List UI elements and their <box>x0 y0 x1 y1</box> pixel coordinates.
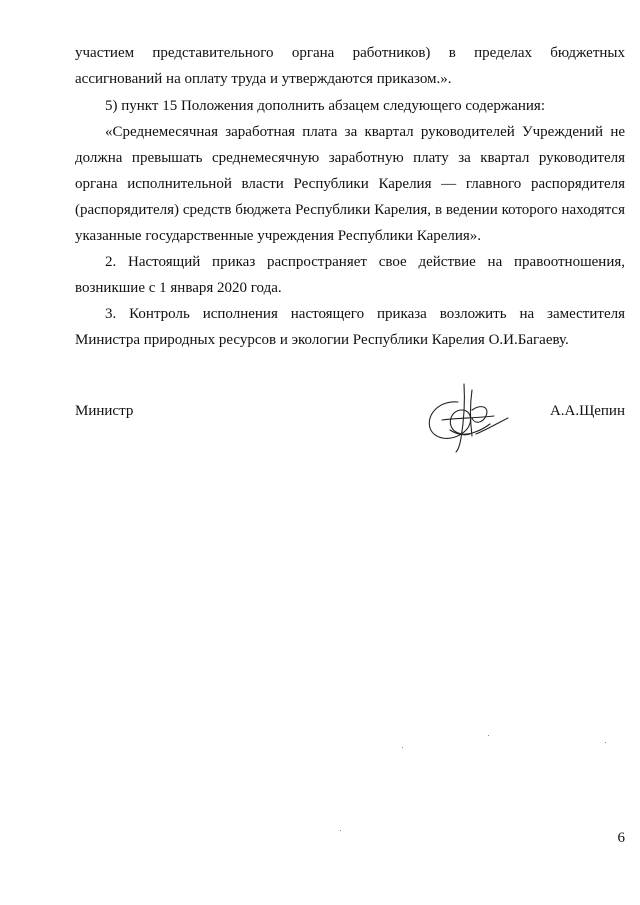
handwritten-signature <box>420 380 510 455</box>
scan-speck <box>605 742 606 743</box>
signatory-title: Министр <box>75 403 134 419</box>
scan-speck <box>402 747 403 748</box>
paragraph-item-5: 5) пункт 15 Положения дополнить абзацем следующего содержания: <box>105 98 546 114</box>
paragraph-item-3: 3. Контроль исполнения настоящего приказа возложить на заместителя Министра природных ресурсов и экологии Республики Карелия О.И.Багаеву. <box>75 306 625 348</box>
paragraph-item-2: 2. Настоящий приказ распространяет свое действие на правоотношения, возникшие с 1 января 2020 года. <box>75 254 625 296</box>
scan-speck <box>488 735 489 736</box>
signatory-name: А.А.Щепин <box>549 403 625 419</box>
paragraph-continuation: участием представительного органа работников) в пределах бюджетных ассигнований на оплату труда и утверждаются приказом.». <box>75 45 625 87</box>
paragraph-quote: «Среднемесячная заработная плата за квартал руководителей Учреждений не должна превышать среднемесячную заработную плату за квартал руководителя органа исполнительной власти Республики Карелия — главного распорядителя (распорядителя) средств бюджета Республики Карелия, в ведении которого находятся указанные государственные учреждения Республики Карелия». <box>75 124 625 244</box>
scan-speck <box>340 830 341 831</box>
page-number: 6 <box>617 830 625 846</box>
signature-block <box>75 398 625 458</box>
